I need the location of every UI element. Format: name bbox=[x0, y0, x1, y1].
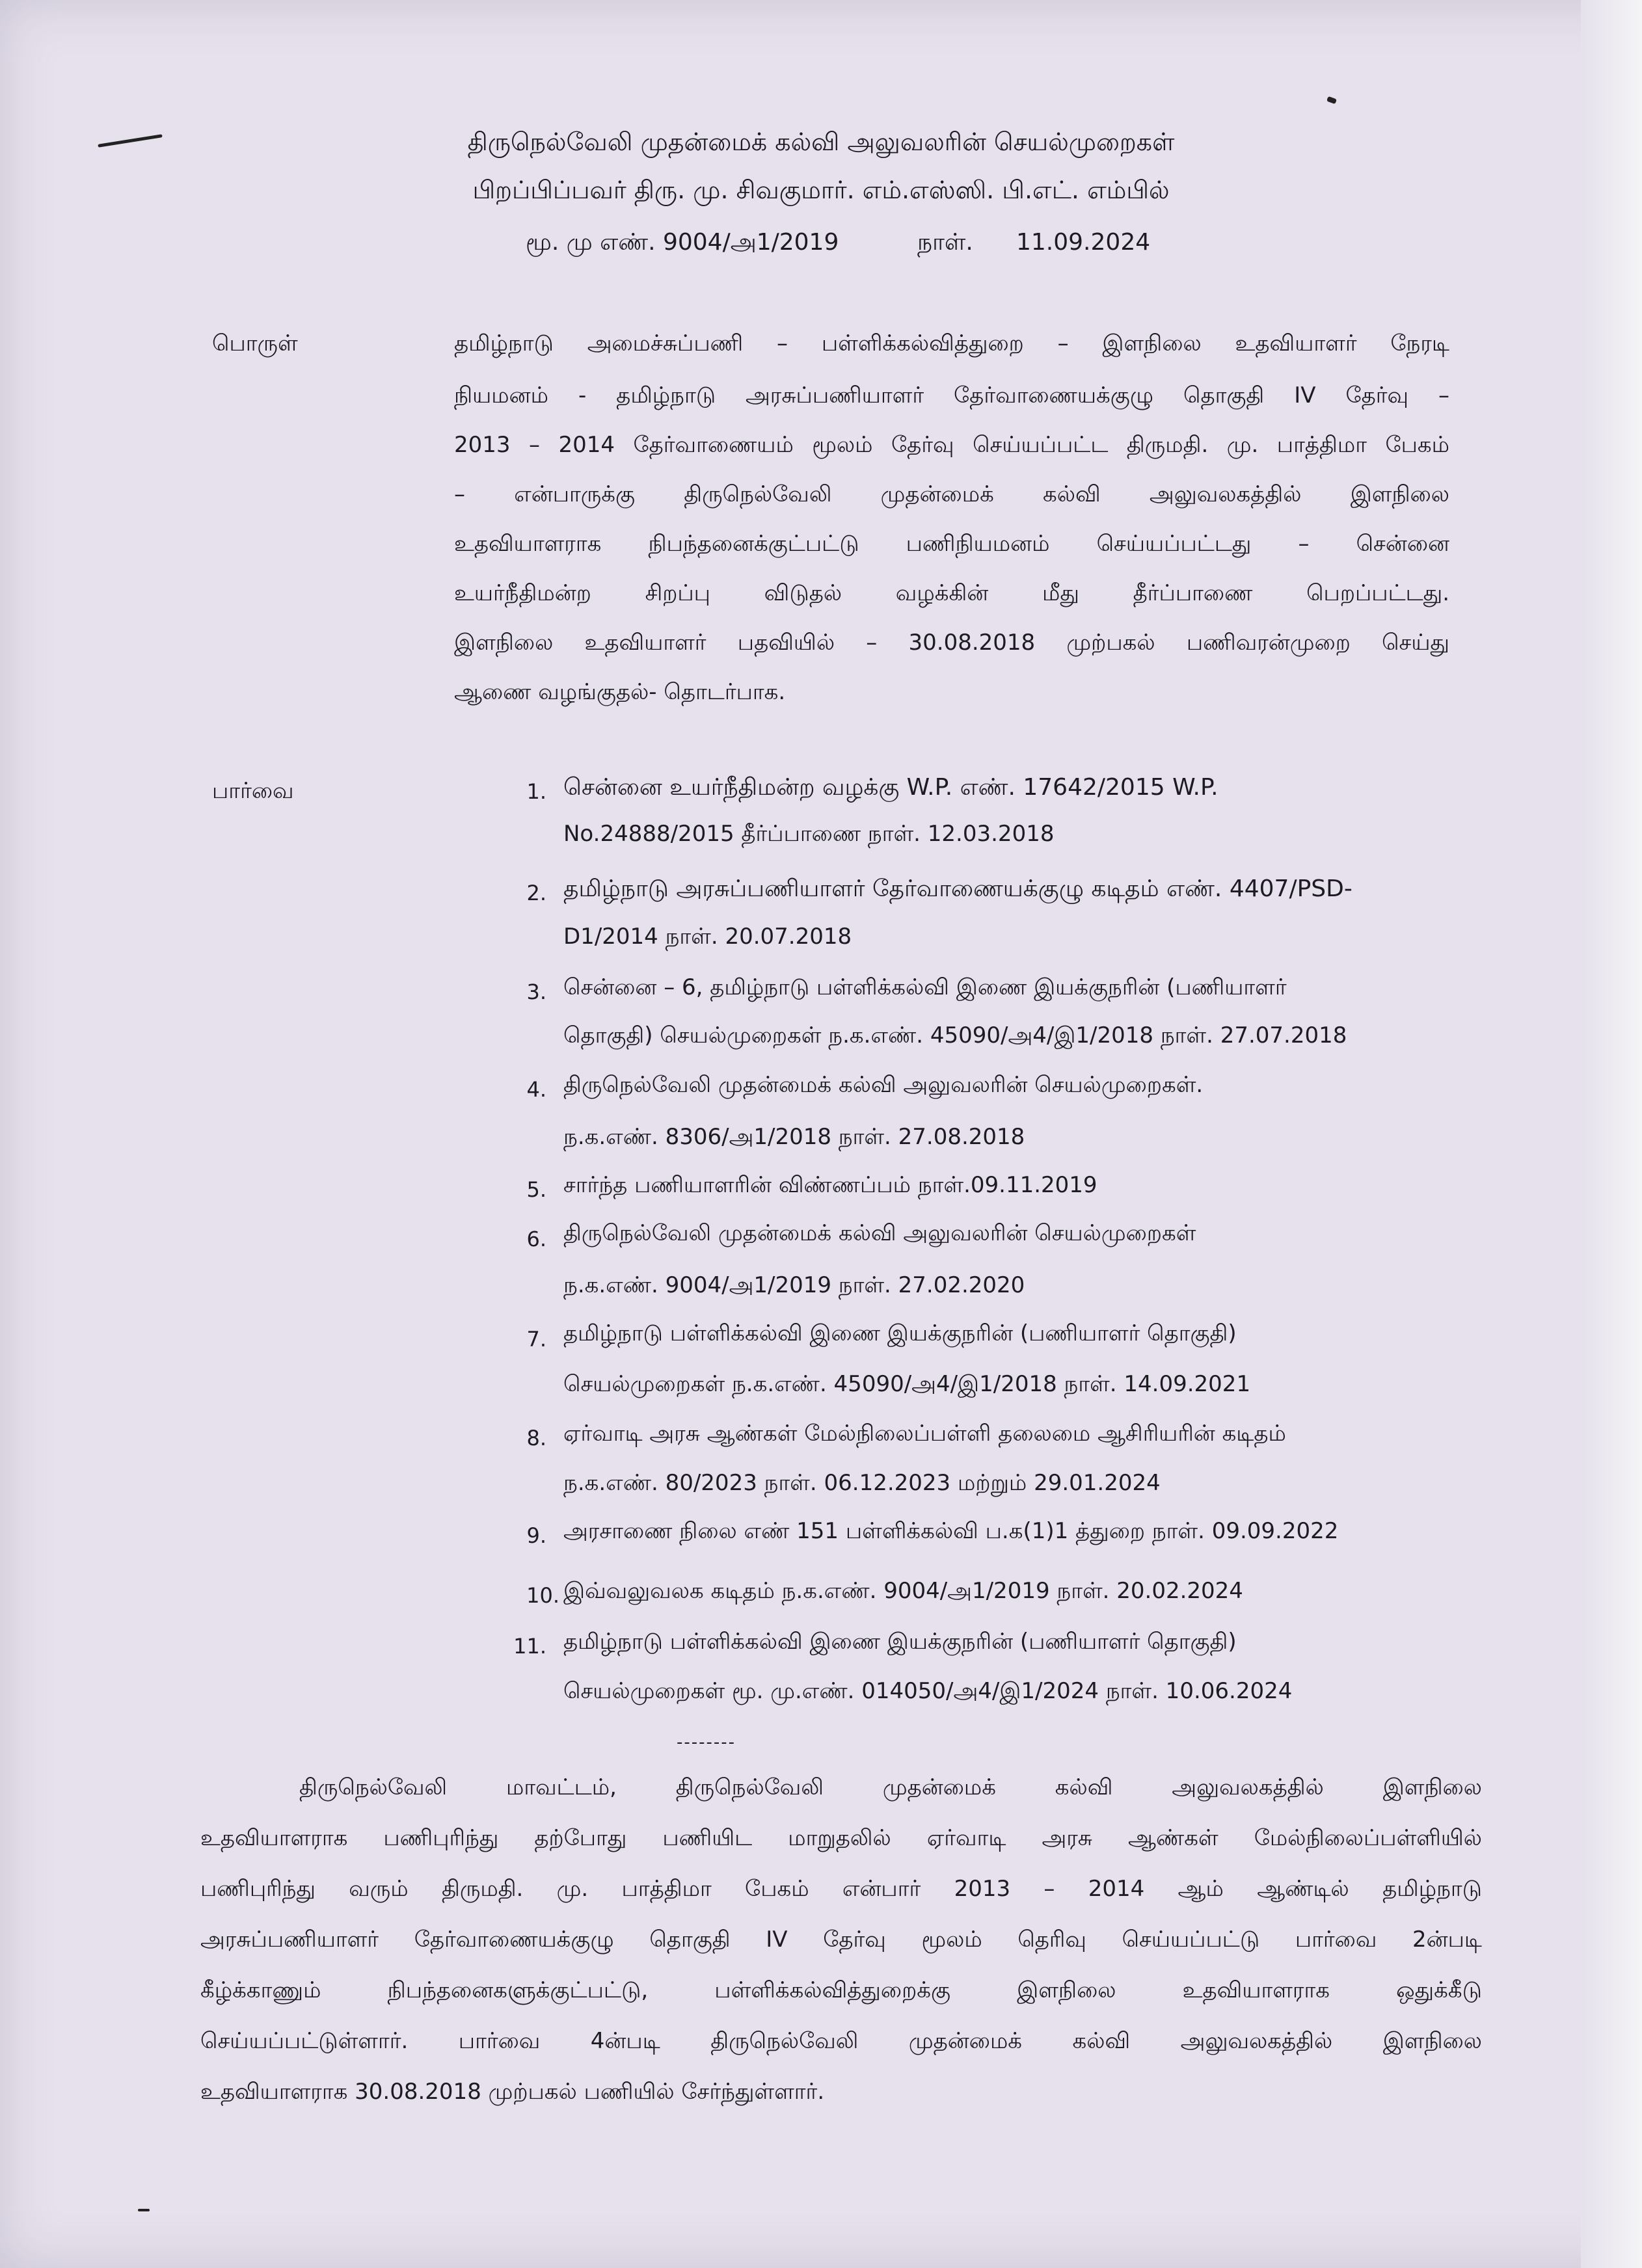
body-line: செய்யப்பட்டுள்ளார். பார்வை 4ன்படி திருநெல்வேலி முதன்மைக் கல்வி அலுவலகத்தில் இளநிலை bbox=[200, 2028, 1482, 2054]
reference-text: செயல்முறைகள் மூ. மு.எண். 014050/அ4/இ1/2024 நாள். 10.06.2024 bbox=[563, 1678, 1293, 1704]
reference-index: 1. bbox=[526, 779, 546, 804]
reference-text: தமிழ்நாடு பள்ளிக்கல்வி இணை இயக்குநரின் (பணியாளர் தொகுதி) bbox=[563, 1629, 1237, 1655]
reference-index: 5. bbox=[526, 1177, 546, 1202]
pen-mark bbox=[138, 2209, 150, 2211]
reference-text: தமிழ்நாடு அரசுப்பணியாளர் தேர்வாணையக்குழு கடிதம் எண். 4407/PSD- bbox=[563, 875, 1353, 902]
reference-number: மூ. மு எண். 9004/அ1/2019 bbox=[526, 229, 839, 256]
subject-line: – என்பாருக்கு திருநெல்வேலி முதன்மைக் கல்வி அலுவலகத்தில் இளநிலை bbox=[454, 481, 1449, 507]
reference-text: திருநெல்வேலி முதன்மைக் கல்வி அலுவலரின் செயல்முறைகள். bbox=[563, 1072, 1204, 1098]
subject-line: 2013 – 2014 தேர்வாணையம் மூலம் தேர்வு செய்யப்பட்ட திருமதி. மு. பாத்திமா பேகம் bbox=[454, 432, 1449, 458]
subject-line: நியமனம் - தமிழ்நாடு அரசுப்பணியாளர் தேர்வாணையக்குழு தொகுதி IV தேர்வு – bbox=[454, 382, 1449, 408]
reference-text: திருநெல்வேலி முதன்மைக் கல்வி அலுவலரின் செயல்முறைகள் bbox=[563, 1220, 1196, 1246]
subject-line: இளநிலை உதவியாளர் பதவியில் – 30.08.2018 முற்பகல் பணிவரன்முறை செய்து bbox=[454, 630, 1449, 656]
reference-index: 2. bbox=[526, 881, 546, 905]
reference-index: 10. bbox=[526, 1583, 559, 1608]
body-line: பணிபுரிந்து வரும் திருமதி. மு. பாத்திமா பேகம் என்பார் 2013 – 2014 ஆம் ஆண்டில் தமிழ்நாடு bbox=[200, 1876, 1482, 1902]
office-title: திருநெல்வேலி முதன்மைக் கல்வி அலுவலரின் செயல்முறைகள் bbox=[467, 127, 1175, 156]
body-line: உதவியாளராக பணிபுரிந்து தற்போது பணியிட மாறுதலில் ஏர்வாடி அரசு ஆண்கள் மேல்நிலைப்பள்ளியில் bbox=[200, 1825, 1482, 1851]
reference-index: 8. bbox=[526, 1426, 546, 1450]
date-label: நாள். bbox=[917, 229, 973, 256]
pen-mark bbox=[1326, 96, 1337, 104]
reference-index: 9. bbox=[526, 1523, 546, 1548]
reference-text: No.24888/2015 தீர்ப்பாணை நாள். 12.03.2018 bbox=[563, 821, 1055, 847]
body-line: அரசுப்பணியாளர் தேர்வாணையக்குழு தொகுதி IV தேர்வு மூலம் தெரிவு செய்யப்பட்டு பார்வை 2ன்படி bbox=[200, 1927, 1482, 1953]
subject-label: பொருள் bbox=[212, 330, 298, 356]
subject-line: தமிழ்நாடு அமைச்சுப்பணி – பள்ளிக்கல்வித்துறை – இளநிலை உதவியாளர் நேரடி bbox=[454, 330, 1449, 356]
references-label: பார்வை bbox=[212, 778, 294, 804]
issuer-line: பிறப்பிப்பவர் திரு. மு. சிவகுமார். எம்.எஸ்ஸி. பி.எட். எம்பில் bbox=[472, 176, 1170, 204]
reference-text: தமிழ்நாடு பள்ளிக்கல்வி இணை இயக்குநரின் (பணியாளர் தொகுதி) bbox=[563, 1320, 1237, 1346]
reference-text: D1/2014 நாள். 20.07.2018 bbox=[563, 924, 852, 950]
reference-text: இவ்வலுவலக கடிதம் ந.க.எண். 9004/அ1/2019 நாள். 20.02.2024 bbox=[563, 1578, 1243, 1604]
reference-text: சென்னை உயர்நீதிமன்ற வழக்கு W.P. எண். 17642/2015 W.P. bbox=[563, 774, 1218, 801]
reference-index: 11. bbox=[513, 1634, 546, 1659]
reference-index: 3. bbox=[526, 980, 546, 1004]
reference-text: அரசாணை நிலை எண் 151 பள்ளிக்கல்வி ப.க(1)1 த்துறை நாள். 09.09.2022 bbox=[563, 1518, 1339, 1544]
reference-index: 6. bbox=[526, 1227, 546, 1251]
body-line: கீழ்க்காணும் நிபந்தனைகளுக்குட்பட்டு, பள்ளிக்கல்வித்துறைக்கு இளநிலை உதவியாளராக ஒதுக்கீடு bbox=[200, 1977, 1482, 2003]
reference-text: ந.க.எண். 8306/அ1/2018 நாள். 27.08.2018 bbox=[563, 1124, 1025, 1150]
reference-text: ஏர்வாடி அரசு ஆண்கள் மேல்நிலைப்பள்ளி தலைமை ஆசிரியரின் கடிதம் bbox=[563, 1421, 1286, 1447]
subject-line: ஆணை வழங்குதல்- தொடர்பாக. bbox=[454, 679, 786, 705]
subject-line: உயர்நீதிமன்ற சிறப்பு விடுதல் வழக்கின் மீது தீர்ப்பாணை பெறப்பட்டது. bbox=[454, 580, 1449, 606]
reference-text: சார்ந்த பணியாளரின் விண்ணப்பம் நாள்.09.11.2019 bbox=[563, 1172, 1097, 1198]
body-line: உதவியாளராக 30.08.2018 முற்பகல் பணியில் சேர்ந்துள்ளார். bbox=[200, 2079, 825, 2105]
reference-text: தொகுதி) செயல்முறைகள் ந.க.எண். 45090/அ4/இ1/2018 நாள். 27.07.2018 bbox=[563, 1022, 1347, 1048]
page-edge bbox=[1581, 0, 1642, 2268]
reference-text: சென்னை – 6, தமிழ்நாடு பள்ளிக்கல்வி இணை இயக்குநரின் (பணியாளர் bbox=[563, 974, 1287, 1000]
section-divider: -------- bbox=[677, 1733, 736, 1752]
reference-text: செயல்முறைகள் ந.க.எண். 45090/அ4/இ1/2018 நாள். 14.09.2021 bbox=[563, 1371, 1251, 1397]
reference-index: 7. bbox=[526, 1327, 546, 1352]
subject-line: உதவியாளராக நிபந்தனைக்குட்பட்டு பணிநியமனம் செய்யப்பட்டது – சென்னை bbox=[454, 531, 1449, 557]
body-line: திருநெல்வேலி மாவட்டம், திருநெல்வேலி முதன்மைக் கல்வி அலுவலகத்தில் இளநிலை bbox=[299, 1774, 1482, 1800]
reference-text: ந.க.எண். 9004/அ1/2019 நாள். 27.02.2020 bbox=[563, 1272, 1025, 1298]
date-value: 11.09.2024 bbox=[1016, 229, 1151, 256]
reference-index: 4. bbox=[526, 1077, 546, 1102]
reference-text: ந.க.எண். 80/2023 நாள். 06.12.2023 மற்றும் 29.01.2024 bbox=[563, 1470, 1161, 1496]
